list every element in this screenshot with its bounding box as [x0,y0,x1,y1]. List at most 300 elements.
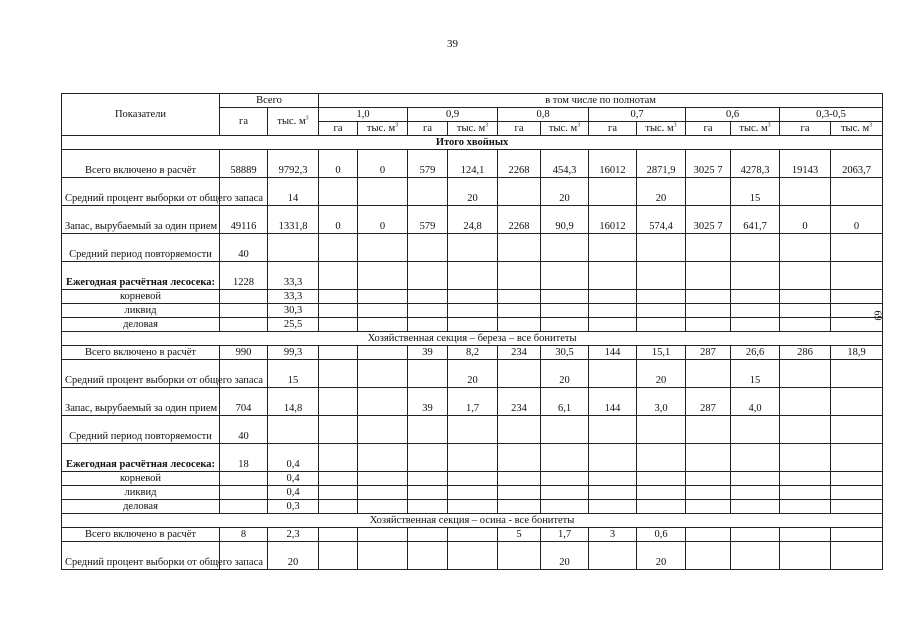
table-cell [589,234,637,262]
table-cell [541,234,589,262]
table-cell: 24,8 [448,206,498,234]
row-label: Средний процент выборки от общего запаса [62,542,220,570]
table-cell [541,444,589,472]
table-cell [448,304,498,318]
table-cell [780,388,831,416]
table-cell [408,360,448,388]
table-cell: 144 [589,346,637,360]
table-cell [268,234,319,262]
table-cell: 58889 [220,150,268,178]
table-row [62,542,883,570]
table-cell [498,290,541,304]
header-unit-volume: тыс. $м^3$ [448,122,498,136]
row-label: Запас, вырубаемый за один прием [62,388,220,416]
section-title: Хозяйственная секция – осина - все бонитеты [62,514,883,528]
table-row [62,500,883,514]
table-cell: 15 [731,178,780,206]
table-cell: 15 [268,360,319,388]
table-cell [498,542,541,570]
table-cell [686,290,731,304]
table-cell [637,472,686,486]
table-cell: 18,9 [831,346,883,360]
table-row [62,206,883,234]
table-cell [589,542,637,570]
table-cell [319,444,358,472]
table-cell [448,486,498,500]
table-cell [780,528,831,542]
table-cell: 0 [319,206,358,234]
row-label: деловая [62,318,220,332]
table-cell [780,444,831,472]
table-cell [448,444,498,472]
header-total: Всего [220,94,319,108]
table-cell [831,178,883,206]
table-cell [408,486,448,500]
table-cell [831,472,883,486]
table-cell: 20 [541,360,589,388]
table-cell: 20 [541,178,589,206]
table-cell [831,318,883,332]
table-cell: 8 [220,528,268,542]
table-row [62,290,883,304]
table-cell [358,346,408,360]
table-cell [408,290,448,304]
table-cell: 90,9 [541,206,589,234]
header-indicators: Показатели [62,94,220,136]
table-cell: 0 [358,206,408,234]
table-cell: 234 [498,388,541,416]
row-label: Средний период повторяемости [62,234,220,262]
table-cell [731,234,780,262]
table-cell [686,528,731,542]
table-cell: 4,0 [731,388,780,416]
table-cell: 19143 [780,150,831,178]
table-cell [358,542,408,570]
table-cell [589,500,637,514]
table-row [62,444,883,472]
table-cell [358,318,408,332]
table-cell [637,486,686,500]
table-cell [541,262,589,290]
table-cell [780,318,831,332]
table-cell [637,444,686,472]
table-cell: 0,4 [268,486,319,500]
header-by-density: в том числе по полнотам [319,94,883,108]
table-row [62,318,883,332]
table-cell [780,304,831,318]
header-unit-volume: тыс. $м^3$ [358,122,408,136]
table-cell: 3025 7 [686,150,731,178]
table-cell: 2268 [498,150,541,178]
table-cell: 2,3 [268,528,319,542]
section-title: Хозяйственная секция – береза – все бонитеты [62,332,883,346]
table-row [62,178,883,206]
table-cell: 124,1 [448,150,498,178]
allowable-cut-table [61,93,883,570]
table-cell [831,388,883,416]
table-cell [731,542,780,570]
table-cell [448,500,498,514]
table-cell: 33,3 [268,262,319,290]
table-cell [637,416,686,444]
table-cell [541,472,589,486]
header-unit-volume: тыс. $м^3$ [731,122,780,136]
table-cell [686,234,731,262]
table-cell [319,486,358,500]
table-cell [319,542,358,570]
table-cell: 3025 7 [686,206,731,234]
table-cell [589,444,637,472]
table-cell [498,486,541,500]
table-cell [831,304,883,318]
table-row [62,304,883,318]
table-cell [408,318,448,332]
table-cell [589,304,637,318]
table-cell [686,304,731,318]
table-cell [731,290,780,304]
table-cell [589,290,637,304]
table-cell [731,500,780,514]
table-cell [731,262,780,290]
table-cell: 1228 [220,262,268,290]
table-cell [319,360,358,388]
header-unit-volume: тыс. $м^3$ [831,122,883,136]
table-cell: 8,2 [448,346,498,360]
table-cell [408,234,448,262]
table-cell: 39 [408,346,448,360]
table-cell [686,178,731,206]
table-cell [319,500,358,514]
header-total-volume: тыс. $м^3$ [268,108,319,136]
header-density-2: 0,8 [498,108,589,122]
table-row [62,262,883,290]
table-cell [498,178,541,206]
table-cell [831,542,883,570]
table-row [62,486,883,500]
row-label: корневой [62,472,220,486]
table-row [62,416,883,444]
table-cell [358,262,408,290]
table-cell [541,318,589,332]
header-density-5: 0,3-0,5 [780,108,883,122]
table-cell: 0 [358,150,408,178]
table-cell [780,472,831,486]
table-cell: 20 [637,360,686,388]
table-cell [686,416,731,444]
table-cell [831,416,883,444]
table-cell: 40 [220,234,268,262]
table-cell [498,318,541,332]
table-cell: 30,3 [268,304,319,318]
table-cell [408,528,448,542]
row-label: Ежегодная расчётная лесосека: [62,444,220,472]
table-cell: 0,4 [268,472,319,486]
table-cell [686,262,731,290]
table-cell [731,318,780,332]
table-cell: 14,8 [268,388,319,416]
header-unit-ha: га [686,122,731,136]
table-cell: 15 [731,360,780,388]
table-cell [358,486,408,500]
table-cell: 9792,3 [268,150,319,178]
table-row [62,346,883,360]
table-cell: 20 [448,360,498,388]
table-cell [780,290,831,304]
table-cell [448,472,498,486]
table-cell [686,500,731,514]
table-row [62,388,883,416]
row-label: Ежегодная расчётная лесосека: [62,262,220,290]
table-cell [358,388,408,416]
table-cell: 0,3 [268,500,319,514]
table-cell [358,304,408,318]
table-cell [541,500,589,514]
table-cell [686,542,731,570]
table-cell [831,500,883,514]
table-cell [498,500,541,514]
table-cell [220,290,268,304]
table-cell [448,416,498,444]
header-density-4: 0,6 [686,108,780,122]
table-cell: 0 [319,150,358,178]
table-cell [589,416,637,444]
table-cell [498,360,541,388]
row-label: Запас, вырубаемый за один прием [62,206,220,234]
table-row [62,234,883,262]
table-cell [358,472,408,486]
header-unit-ha: га [498,122,541,136]
page-number: 39 [447,38,458,50]
table-cell [686,486,731,500]
table-cell [637,500,686,514]
header-unit-ha: га [780,122,831,136]
table-cell [268,416,319,444]
row-label: Всего включено в расчёт [62,346,220,360]
table-cell [731,304,780,318]
table-cell [408,262,448,290]
table-cell [448,318,498,332]
table-cell [686,360,731,388]
table-cell: 4278,3 [731,150,780,178]
table-cell: 15,1 [637,346,686,360]
table-cell: 0,4 [268,444,319,472]
table-cell [731,486,780,500]
table-cell: 1,7 [448,388,498,416]
table-cell: 6,1 [541,388,589,416]
table-cell: 25,5 [268,318,319,332]
table-cell: 2063,7 [831,150,883,178]
section-title: Итого хвойных [62,136,883,150]
table-cell: 579 [408,150,448,178]
table-cell [589,360,637,388]
table-cell: 33,3 [268,290,319,304]
table-cell [831,234,883,262]
table-cell [686,472,731,486]
table-cell [780,262,831,290]
table-row [62,472,883,486]
table-cell [731,472,780,486]
table-cell: 0 [831,206,883,234]
row-label: ликвид [62,486,220,500]
table-cell: 20 [448,178,498,206]
table-cell: 30,5 [541,346,589,360]
row-label: ликвид [62,304,220,318]
table-cell: 20 [637,542,686,570]
table-cell [780,234,831,262]
table-cell [498,304,541,318]
table-cell: 287 [686,388,731,416]
table-cell: 20 [268,542,319,570]
table-cell [408,444,448,472]
table-cell [780,416,831,444]
table-cell: 39 [408,388,448,416]
table-cell [541,290,589,304]
table-cell [541,416,589,444]
table-cell: 16012 [589,206,637,234]
row-label: Всего включено в расчёт [62,150,220,178]
side-page-mark: 69 [871,310,883,321]
row-label: корневой [62,290,220,304]
table-cell [319,290,358,304]
table-cell: 641,7 [731,206,780,234]
table-cell [358,360,408,388]
row-label: Всего включено в расчёт [62,528,220,542]
table-cell [319,262,358,290]
table-cell [831,262,883,290]
row-label: деловая [62,500,220,514]
table-cell [541,486,589,500]
table-cell [408,304,448,318]
table-cell [731,416,780,444]
header-density-3: 0,7 [589,108,686,122]
table-cell: 1,7 [541,528,589,542]
row-label: Средний период повторяемости [62,416,220,444]
table-cell [831,528,883,542]
table-cell: 287 [686,346,731,360]
table-cell [319,388,358,416]
table-cell [589,486,637,500]
table-cell [220,486,268,500]
header-total-ha: га [220,108,268,136]
table-row [62,360,883,388]
table-cell [831,290,883,304]
table-cell: 16012 [589,150,637,178]
table-cell: 49116 [220,206,268,234]
table-cell [686,444,731,472]
table-cell [831,444,883,472]
header-density-1: 0,9 [408,108,498,122]
table-cell [408,416,448,444]
table-cell [731,528,780,542]
table-cell [498,262,541,290]
table-cell [498,416,541,444]
table-cell [780,500,831,514]
table-cell: 144 [589,388,637,416]
row-label: Средний процент выборки от общего запаса [62,178,220,206]
table-cell [358,500,408,514]
table-cell [448,262,498,290]
table-cell [319,178,358,206]
table-cell: 5 [498,528,541,542]
table-cell: 454,3 [541,150,589,178]
table-cell [780,360,831,388]
table-cell [589,178,637,206]
table-cell [220,472,268,486]
table-cell [319,304,358,318]
table-cell [408,542,448,570]
table-cell [780,178,831,206]
table-cell [319,346,358,360]
table-cell [637,234,686,262]
table-cell [589,318,637,332]
table-cell [319,472,358,486]
table-cell [319,318,358,332]
header-unit-volume: тыс. $м^3$ [637,122,686,136]
table-cell [358,178,408,206]
table-cell: 14 [268,178,319,206]
table-cell: 20 [541,542,589,570]
table-cell [589,472,637,486]
header-unit-ha: га [589,122,637,136]
table-cell [780,486,831,500]
table-cell: 1331,8 [268,206,319,234]
table-cell [358,416,408,444]
table-cell: 574,4 [637,206,686,234]
header-density-0: 1,0 [319,108,408,122]
row-label: Средний процент выборки от общего запаса [62,360,220,388]
table-cell [408,178,448,206]
table-cell: 0 [780,206,831,234]
table-cell [637,304,686,318]
table-cell [408,472,448,486]
table-cell [358,528,408,542]
table-cell [637,318,686,332]
table-cell [358,290,408,304]
table-cell: 40 [220,416,268,444]
table-cell [408,500,448,514]
table-cell: 579 [408,206,448,234]
table-cell [589,262,637,290]
table-cell [220,318,268,332]
table-cell: 3,0 [637,388,686,416]
table-cell [686,318,731,332]
table-cell: 26,6 [731,346,780,360]
table-cell: 20 [637,178,686,206]
table-cell [319,528,358,542]
header-unit-ha: га [408,122,448,136]
table-cell [448,290,498,304]
table-cell [448,542,498,570]
table-cell: 3 [589,528,637,542]
table-cell [637,290,686,304]
table-cell [831,360,883,388]
table-cell [358,444,408,472]
table-cell [220,304,268,318]
table-cell [831,486,883,500]
header-unit-ha: га [319,122,358,136]
table-cell [498,234,541,262]
table-cell [448,234,498,262]
table-row [62,150,883,178]
table-cell [541,304,589,318]
table-cell [220,500,268,514]
table-cell: 990 [220,346,268,360]
table-cell [637,262,686,290]
table-cell: 0,6 [637,528,686,542]
table-cell [358,234,408,262]
table-cell: 704 [220,388,268,416]
table-cell [319,416,358,444]
